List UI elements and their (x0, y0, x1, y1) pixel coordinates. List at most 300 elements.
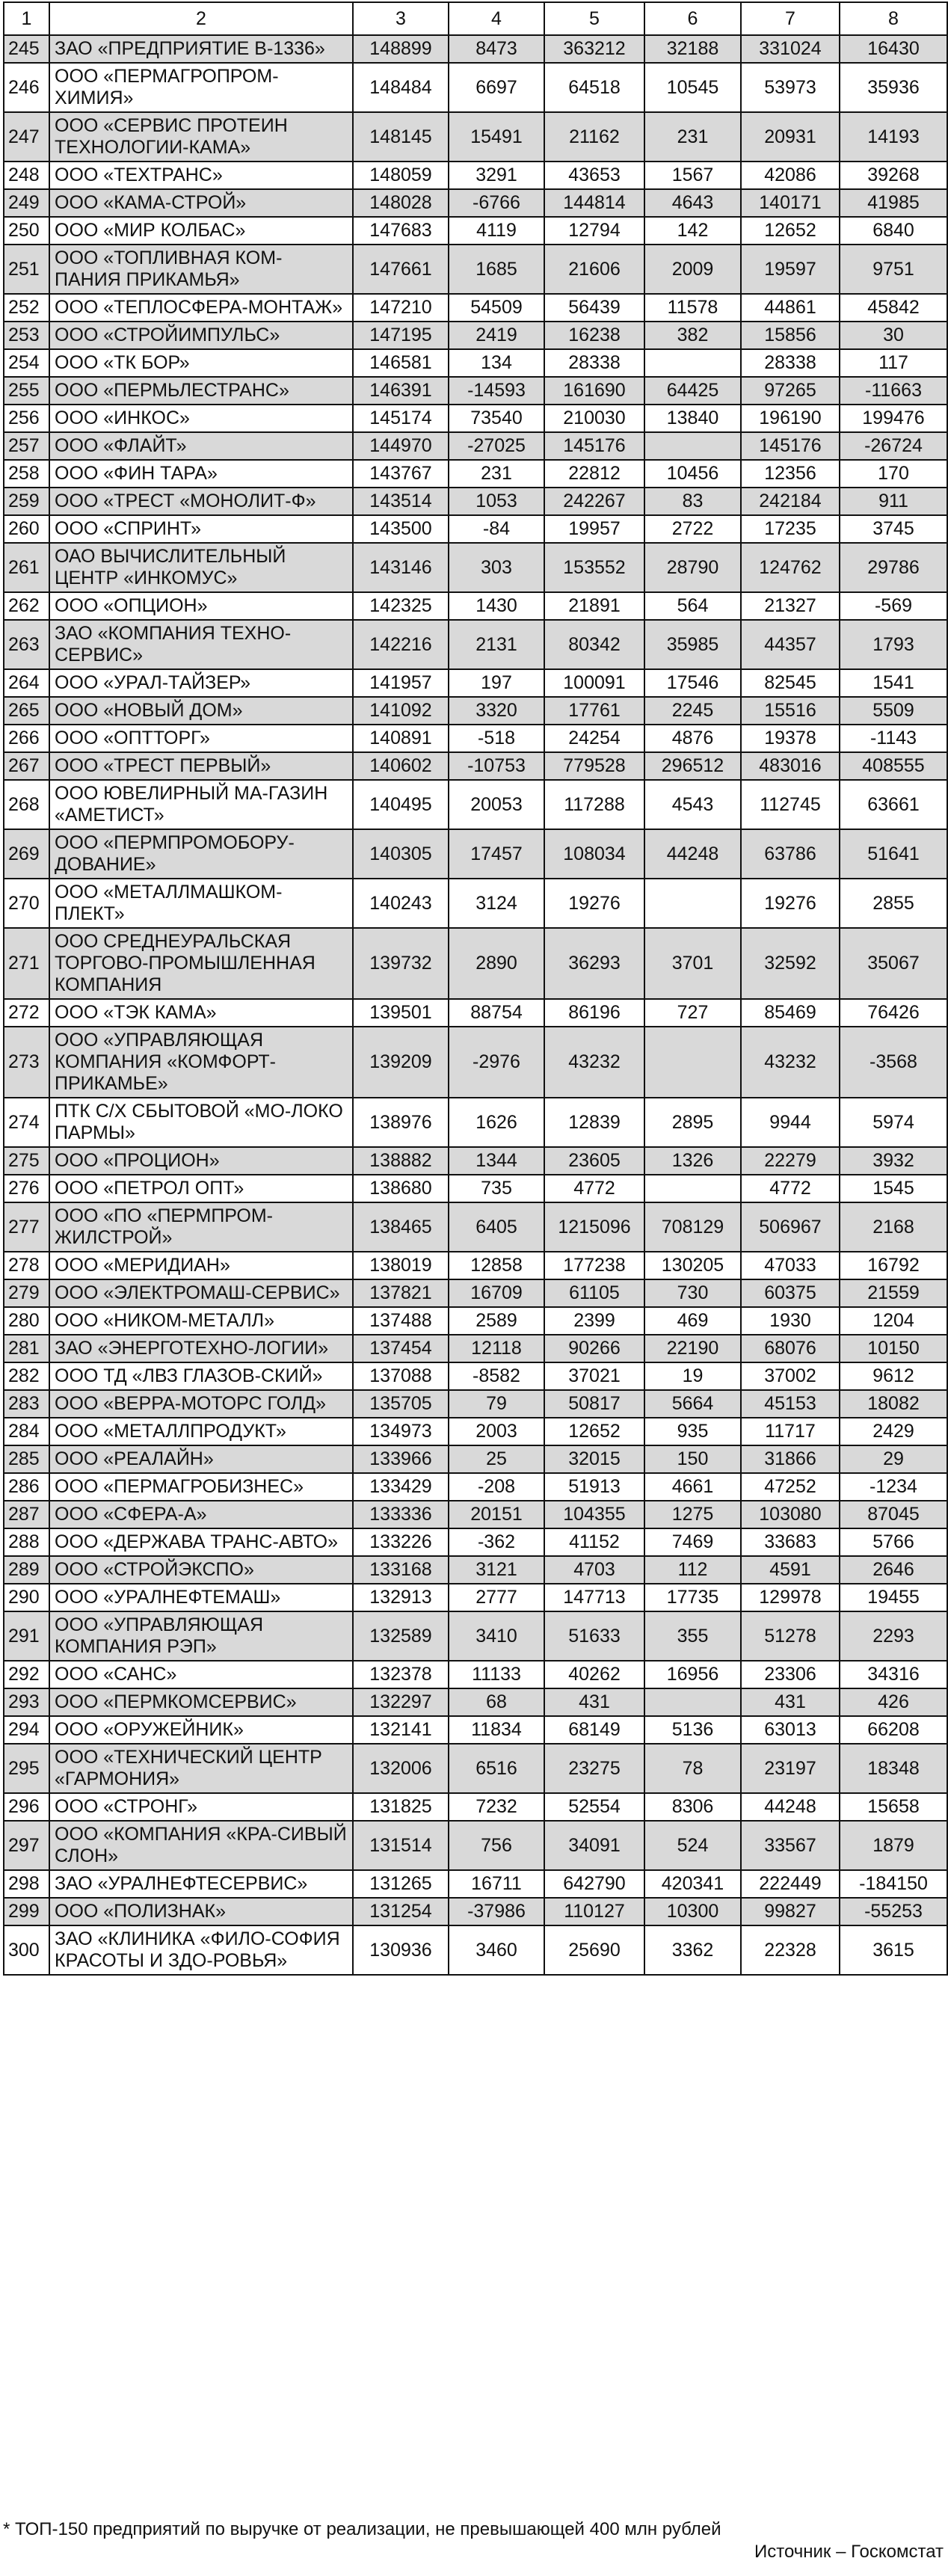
col3-cell: 147210 (353, 294, 449, 322)
col3-cell: 147195 (353, 322, 449, 349)
col6-cell (644, 432, 741, 460)
rank-cell: 272 (4, 999, 49, 1027)
rank-cell: 274 (4, 1098, 49, 1147)
col7-cell: 44248 (741, 1793, 840, 1821)
table-row (4, 515, 947, 543)
col4-cell: 79 (449, 1390, 544, 1418)
company-name-cell: ООО «ВЕРРА-МОТОРС ГОЛД» (49, 1390, 353, 1418)
col5-cell: 19276 (544, 879, 644, 928)
col4-cell: 197 (449, 669, 544, 697)
table-row (4, 460, 947, 488)
col4-cell: -37986 (449, 1898, 544, 1925)
col3-cell: 138680 (353, 1175, 449, 1202)
col5-cell: 50817 (544, 1390, 644, 1418)
rank-cell: 269 (4, 829, 49, 879)
col6-cell: 727 (644, 999, 741, 1027)
col4-cell: 3320 (449, 697, 544, 725)
table-row (4, 1202, 947, 1252)
col8-cell: 117 (840, 349, 947, 377)
col4-cell: 2003 (449, 1418, 544, 1445)
col6-cell: 3362 (644, 1925, 741, 1975)
col6-cell: 2895 (644, 1098, 741, 1147)
col4-cell: 2419 (449, 322, 544, 349)
col3-cell: 137088 (353, 1362, 449, 1390)
col3-cell: 140305 (353, 829, 449, 879)
col5-cell: 52554 (544, 1793, 644, 1821)
col8-cell: 41985 (840, 189, 947, 217)
company-name-cell: ООО «СЕРВИС ПРОТЕИН ТЕХНОЛОГИИ-КАМА» (49, 112, 353, 162)
rank-cell: 262 (4, 592, 49, 620)
col8-cell: 18082 (840, 1390, 947, 1418)
col7-cell: 331024 (741, 35, 840, 63)
table-row (4, 780, 947, 829)
table-row (4, 752, 947, 780)
col6-cell: 730 (644, 1279, 741, 1307)
col5-cell: 37021 (544, 1362, 644, 1390)
col4-cell: 11133 (449, 1661, 544, 1688)
col5-cell: 144814 (544, 189, 644, 217)
col8-cell: 45842 (840, 294, 947, 322)
col5-cell: 40262 (544, 1661, 644, 1688)
col3-cell: 140891 (353, 725, 449, 752)
col3-cell: 148028 (353, 189, 449, 217)
col6-cell: 13840 (644, 405, 741, 432)
table-row (4, 1473, 947, 1501)
col4-cell: -6766 (449, 189, 544, 217)
col4-cell: 756 (449, 1821, 544, 1870)
company-name-cell: ООО «ТРЕСТ «МОНОЛИТ-Ф» (49, 488, 353, 515)
company-name-cell: ООО «МЕТАЛЛМАШКОМ-ПЛЕКТ» (49, 879, 353, 928)
rank-cell: 298 (4, 1870, 49, 1898)
col7-cell: 42086 (741, 162, 840, 189)
col4-cell: 25 (449, 1445, 544, 1473)
col4-cell: 3291 (449, 162, 544, 189)
col3-cell: 131265 (353, 1870, 449, 1898)
col3-cell: 142325 (353, 592, 449, 620)
rank-cell: 267 (4, 752, 49, 780)
col4-cell: 3410 (449, 1611, 544, 1661)
col4-cell: 3460 (449, 1925, 544, 1975)
rank-cell: 247 (4, 112, 49, 162)
col6-cell: 130205 (644, 1252, 741, 1279)
table-row (4, 35, 947, 63)
col7-cell: 97265 (741, 377, 840, 405)
col7-cell: 242184 (741, 488, 840, 515)
col6-cell: 1326 (644, 1147, 741, 1175)
col8-cell: 2168 (840, 1202, 947, 1252)
col7-cell: 19378 (741, 725, 840, 752)
col5-cell: 145176 (544, 432, 644, 460)
col3-cell: 141957 (353, 669, 449, 697)
col6-cell (644, 349, 741, 377)
company-name-cell: ООО ТД «ЛВЗ ГЛАЗОВ-СКИЙ» (49, 1362, 353, 1390)
col3-cell: 131825 (353, 1793, 449, 1821)
col4-cell: 12858 (449, 1252, 544, 1279)
rank-cell: 299 (4, 1898, 49, 1925)
rank-cell: 289 (4, 1556, 49, 1584)
col3-cell: 142216 (353, 620, 449, 669)
col7-cell: 145176 (741, 432, 840, 460)
col4-cell: -518 (449, 725, 544, 752)
company-name-cell: ООО «ОПЦИОН» (49, 592, 353, 620)
rank-cell: 252 (4, 294, 49, 322)
col3-cell: 131514 (353, 1821, 449, 1870)
col6-cell: 28790 (644, 543, 741, 592)
col3-cell: 147661 (353, 245, 449, 294)
col5-cell: 24254 (544, 725, 644, 752)
company-name-cell: ООО «ТОПЛИВНАЯ КОМ-ПАНИЯ ПРИКАМЬЯ» (49, 245, 353, 294)
col5-cell: 36293 (544, 928, 644, 999)
col3-cell: 132297 (353, 1688, 449, 1716)
col7-cell: 85469 (741, 999, 840, 1027)
col7-cell: 44357 (741, 620, 840, 669)
rank-cell: 271 (4, 928, 49, 999)
company-name-cell: ЗАО «КЛИНИКА «ФИЛО-СОФИЯ КРАСОТЫ И ЗДО-РОВЬЯ» (49, 1925, 353, 1975)
rank-cell: 251 (4, 245, 49, 294)
col4-cell: 11834 (449, 1716, 544, 1744)
col-header-2: 2 (49, 2, 353, 35)
table-row (4, 1418, 947, 1445)
col3-cell: 141092 (353, 697, 449, 725)
company-name-cell: ООО «ОПТТОРГ» (49, 725, 353, 752)
col7-cell: 11717 (741, 1418, 840, 1445)
rank-cell: 268 (4, 780, 49, 829)
col6-cell: 16956 (644, 1661, 741, 1688)
col3-cell: 143767 (353, 460, 449, 488)
col8-cell: 19455 (840, 1584, 947, 1611)
table-row (4, 1793, 947, 1821)
col5-cell: 51633 (544, 1611, 644, 1661)
col7-cell: 45153 (741, 1390, 840, 1418)
col5-cell: 16238 (544, 322, 644, 349)
col3-cell: 143500 (353, 515, 449, 543)
col3-cell: 138465 (353, 1202, 449, 1252)
col3-cell: 138976 (353, 1098, 449, 1147)
col3-cell: 133336 (353, 1501, 449, 1528)
company-name-cell: ООО «ПЕРМАГРОБИЗНЕС» (49, 1473, 353, 1501)
table-row (4, 829, 947, 879)
col3-cell: 147683 (353, 217, 449, 245)
col5-cell: 363212 (544, 35, 644, 63)
rank-cell: 273 (4, 1027, 49, 1098)
col6-cell: 564 (644, 592, 741, 620)
col5-cell: 4703 (544, 1556, 644, 1584)
col3-cell: 132589 (353, 1611, 449, 1661)
col4-cell: 2777 (449, 1584, 544, 1611)
table-row (4, 1147, 947, 1175)
col5-cell: 22812 (544, 460, 644, 488)
col4-cell: 88754 (449, 999, 544, 1027)
col7-cell: 19276 (741, 879, 840, 928)
col7-cell: 44861 (741, 294, 840, 322)
col3-cell: 132006 (353, 1744, 449, 1793)
col5-cell: 41152 (544, 1528, 644, 1556)
rank-cell: 255 (4, 377, 49, 405)
col8-cell: 2293 (840, 1611, 947, 1661)
table-row (4, 1362, 947, 1390)
col6-cell: 469 (644, 1307, 741, 1335)
col7-cell: 37002 (741, 1362, 840, 1390)
company-name-cell: ЗАО «КОМПАНИЯ ТЕХНО-СЕРВИС» (49, 620, 353, 669)
col4-cell: 7232 (449, 1793, 544, 1821)
col5-cell: 21891 (544, 592, 644, 620)
company-name-cell: ООО «ФИН ТАРА» (49, 460, 353, 488)
company-name-cell: ПТК С/Х СБЫТОВОЙ «МО-ЛОКО ПАРМЫ» (49, 1098, 353, 1147)
company-name-cell: ООО «УПРАВЛЯЮЩАЯ КОМПАНИЯ «КОМФОРТ-ПРИКАМЬЕ» (49, 1027, 353, 1098)
rank-cell: 287 (4, 1501, 49, 1528)
col8-cell: 39268 (840, 162, 947, 189)
table-row (4, 1821, 947, 1870)
col7-cell: 33683 (741, 1528, 840, 1556)
col7-cell: 222449 (741, 1870, 840, 1898)
col7-cell: 23197 (741, 1744, 840, 1793)
table-row (4, 1556, 947, 1584)
col6-cell: 8306 (644, 1793, 741, 1821)
col6-cell: 44248 (644, 829, 741, 879)
col3-cell: 138882 (353, 1147, 449, 1175)
col3-cell: 137454 (353, 1335, 449, 1362)
col6-cell: 22190 (644, 1335, 741, 1362)
col8-cell: 1545 (840, 1175, 947, 1202)
rank-cell: 300 (4, 1925, 49, 1975)
table-row (4, 1390, 947, 1418)
col5-cell: 100091 (544, 669, 644, 697)
col7-cell: 112745 (741, 780, 840, 829)
rank-cell: 285 (4, 1445, 49, 1473)
rank-cell: 296 (4, 1793, 49, 1821)
table-row (4, 189, 947, 217)
col6-cell: 64425 (644, 377, 741, 405)
col3-cell: 144970 (353, 432, 449, 460)
table-row (4, 245, 947, 294)
col8-cell: -55253 (840, 1898, 947, 1925)
table-row (4, 669, 947, 697)
rank-cell: 253 (4, 322, 49, 349)
col3-cell: 143514 (353, 488, 449, 515)
company-name-cell: ООО «СФЕРА-А» (49, 1501, 353, 1528)
col6-cell: 524 (644, 1821, 741, 1870)
col7-cell: 431 (741, 1688, 840, 1716)
table-row (4, 322, 947, 349)
col4-cell: 6405 (449, 1202, 544, 1252)
col5-cell: 431 (544, 1688, 644, 1716)
col8-cell: 5509 (840, 697, 947, 725)
company-name-cell: ООО «СТРОЙЭКСПО» (49, 1556, 353, 1584)
col5-cell: 90266 (544, 1335, 644, 1362)
col5-cell: 21606 (544, 245, 644, 294)
col3-cell: 148899 (353, 35, 449, 63)
col7-cell: 129978 (741, 1584, 840, 1611)
col7-cell: 22279 (741, 1147, 840, 1175)
col3-cell: 140243 (353, 879, 449, 928)
table-row (4, 879, 947, 928)
company-name-cell: ООО «УПРАВЛЯЮЩАЯ КОМПАНИЯ РЭП» (49, 1611, 353, 1661)
table-row (4, 1445, 947, 1473)
col3-cell: 139732 (353, 928, 449, 999)
table-row (4, 1307, 947, 1335)
col5-cell: 43653 (544, 162, 644, 189)
col6-cell: 1275 (644, 1501, 741, 1528)
col6-cell: 382 (644, 322, 741, 349)
rank-cell: 263 (4, 620, 49, 669)
rank-cell: 258 (4, 460, 49, 488)
col3-cell: 132378 (353, 1661, 449, 1688)
table-row (4, 1611, 947, 1661)
col7-cell: 68076 (741, 1335, 840, 1362)
table-row (4, 1584, 947, 1611)
col4-cell: -8582 (449, 1362, 544, 1390)
col3-cell: 140495 (353, 780, 449, 829)
col3-cell: 133226 (353, 1528, 449, 1556)
col-header-4: 4 (449, 2, 544, 35)
company-name-cell: ООО «ФЛАЙТ» (49, 432, 353, 460)
col7-cell: 51278 (741, 1611, 840, 1661)
col3-cell: 146391 (353, 377, 449, 405)
rank-cell: 283 (4, 1390, 49, 1418)
col7-cell: 63013 (741, 1716, 840, 1744)
col4-cell: 231 (449, 460, 544, 488)
company-name-cell: ООО «УРАЛ-ТАЙЗЕР» (49, 669, 353, 697)
col8-cell: -184150 (840, 1870, 947, 1898)
col6-cell: 4876 (644, 725, 741, 752)
col7-cell: 47252 (741, 1473, 840, 1501)
col8-cell: 2855 (840, 879, 947, 928)
col5-cell: 108034 (544, 829, 644, 879)
col6-cell (644, 1175, 741, 1202)
col4-cell: 2890 (449, 928, 544, 999)
col4-cell: 1430 (449, 592, 544, 620)
col8-cell: 21559 (840, 1279, 947, 1307)
col4-cell: -84 (449, 515, 544, 543)
col5-cell: 32015 (544, 1445, 644, 1473)
table-row (4, 377, 947, 405)
col6-cell: 5136 (644, 1716, 741, 1744)
col4-cell: 1626 (449, 1098, 544, 1147)
col6-cell: 2245 (644, 697, 741, 725)
company-name-cell: ОАО ВЫЧИСЛИТЕЛЬНЫЙ ЦЕНТР «ИНКОМУС» (49, 543, 353, 592)
col3-cell: 133168 (353, 1556, 449, 1584)
col8-cell: 15658 (840, 1793, 947, 1821)
col8-cell: 5974 (840, 1098, 947, 1147)
col7-cell: 32592 (741, 928, 840, 999)
footnote: * ТОП-150 предприятий по выручке от реализации, не превышающей 400 млн рублей (3, 2519, 721, 2539)
col3-cell: 130936 (353, 1925, 449, 1975)
col4-cell: 8473 (449, 35, 544, 63)
header-row (4, 2, 947, 35)
company-name-cell: ООО «КАМА-СТРОЙ» (49, 189, 353, 217)
col-header-8: 8 (840, 2, 947, 35)
table-row (4, 725, 947, 752)
table-row (4, 1898, 947, 1925)
table-row (4, 1501, 947, 1528)
company-name-cell: ООО «СТРОНГ» (49, 1793, 353, 1821)
col6-cell (644, 879, 741, 928)
col8-cell: 10150 (840, 1335, 947, 1362)
col6-cell: 1567 (644, 162, 741, 189)
col5-cell: 80342 (544, 620, 644, 669)
company-name-cell: ООО «ДЕРЖАВА ТРАНС-АВТО» (49, 1528, 353, 1556)
col7-cell: 43232 (741, 1027, 840, 1098)
col3-cell: 137821 (353, 1279, 449, 1307)
col7-cell: 60375 (741, 1279, 840, 1307)
col4-cell: 1685 (449, 245, 544, 294)
col4-cell: 2131 (449, 620, 544, 669)
col8-cell: -569 (840, 592, 947, 620)
col4-cell: -10753 (449, 752, 544, 780)
rank-cell: 294 (4, 1716, 49, 1744)
col8-cell: -1234 (840, 1473, 947, 1501)
col-header-1: 1 (4, 2, 49, 35)
col-header-3: 3 (353, 2, 449, 35)
col4-cell: 16711 (449, 1870, 544, 1898)
col6-cell: 708129 (644, 1202, 741, 1252)
company-name-cell: ООО «ТЕПЛОСФЕРА-МОНТАЖ» (49, 294, 353, 322)
col5-cell: 43232 (544, 1027, 644, 1098)
col7-cell: 483016 (741, 752, 840, 780)
rank-cell: 280 (4, 1307, 49, 1335)
company-name-cell: ООО «ПЕРМКОМСЕРВИС» (49, 1688, 353, 1716)
col3-cell: 132141 (353, 1716, 449, 1744)
company-name-cell: ООО «НОВЫЙ ДОМ» (49, 697, 353, 725)
col6-cell: 2722 (644, 515, 741, 543)
col6-cell: 35985 (644, 620, 741, 669)
col6-cell: 355 (644, 1611, 741, 1661)
company-name-cell: ООО «СПРИНТ» (49, 515, 353, 543)
col3-cell: 143146 (353, 543, 449, 592)
rank-cell: 248 (4, 162, 49, 189)
col8-cell: 16792 (840, 1252, 947, 1279)
col6-cell: 4661 (644, 1473, 741, 1501)
rank-cell: 261 (4, 543, 49, 592)
rank-cell: 266 (4, 725, 49, 752)
col5-cell: 51913 (544, 1473, 644, 1501)
col8-cell: 63661 (840, 780, 947, 829)
rank-cell: 288 (4, 1528, 49, 1556)
col7-cell: 99827 (741, 1898, 840, 1925)
rank-cell: 291 (4, 1611, 49, 1661)
rank-cell: 293 (4, 1688, 49, 1716)
col7-cell: 196190 (741, 405, 840, 432)
col8-cell: 3615 (840, 1925, 947, 1975)
col4-cell: -208 (449, 1473, 544, 1501)
col3-cell: 146581 (353, 349, 449, 377)
col4-cell: 6516 (449, 1744, 544, 1793)
ranking-table (3, 1, 948, 1976)
rank-cell: 270 (4, 879, 49, 928)
col5-cell: 147713 (544, 1584, 644, 1611)
col6-cell: 2009 (644, 245, 741, 294)
company-name-cell: ООО «САНС» (49, 1661, 353, 1688)
col6-cell: 19 (644, 1362, 741, 1390)
col5-cell: 104355 (544, 1501, 644, 1528)
col3-cell: 148484 (353, 63, 449, 112)
col8-cell: -3568 (840, 1027, 947, 1098)
company-name-cell: ООО «ТЭК КАМА» (49, 999, 353, 1027)
table-row (4, 294, 947, 322)
col8-cell: 35067 (840, 928, 947, 999)
company-name-cell: ООО «ТК БОР» (49, 349, 353, 377)
col6-cell: 142 (644, 217, 741, 245)
rank-cell: 276 (4, 1175, 49, 1202)
col-header-5: 5 (544, 2, 644, 35)
table-row (4, 1688, 947, 1716)
col5-cell: 242267 (544, 488, 644, 515)
col5-cell: 64518 (544, 63, 644, 112)
rank-cell: 278 (4, 1252, 49, 1279)
rank-cell: 297 (4, 1821, 49, 1870)
col5-cell: 21162 (544, 112, 644, 162)
col7-cell: 21327 (741, 592, 840, 620)
